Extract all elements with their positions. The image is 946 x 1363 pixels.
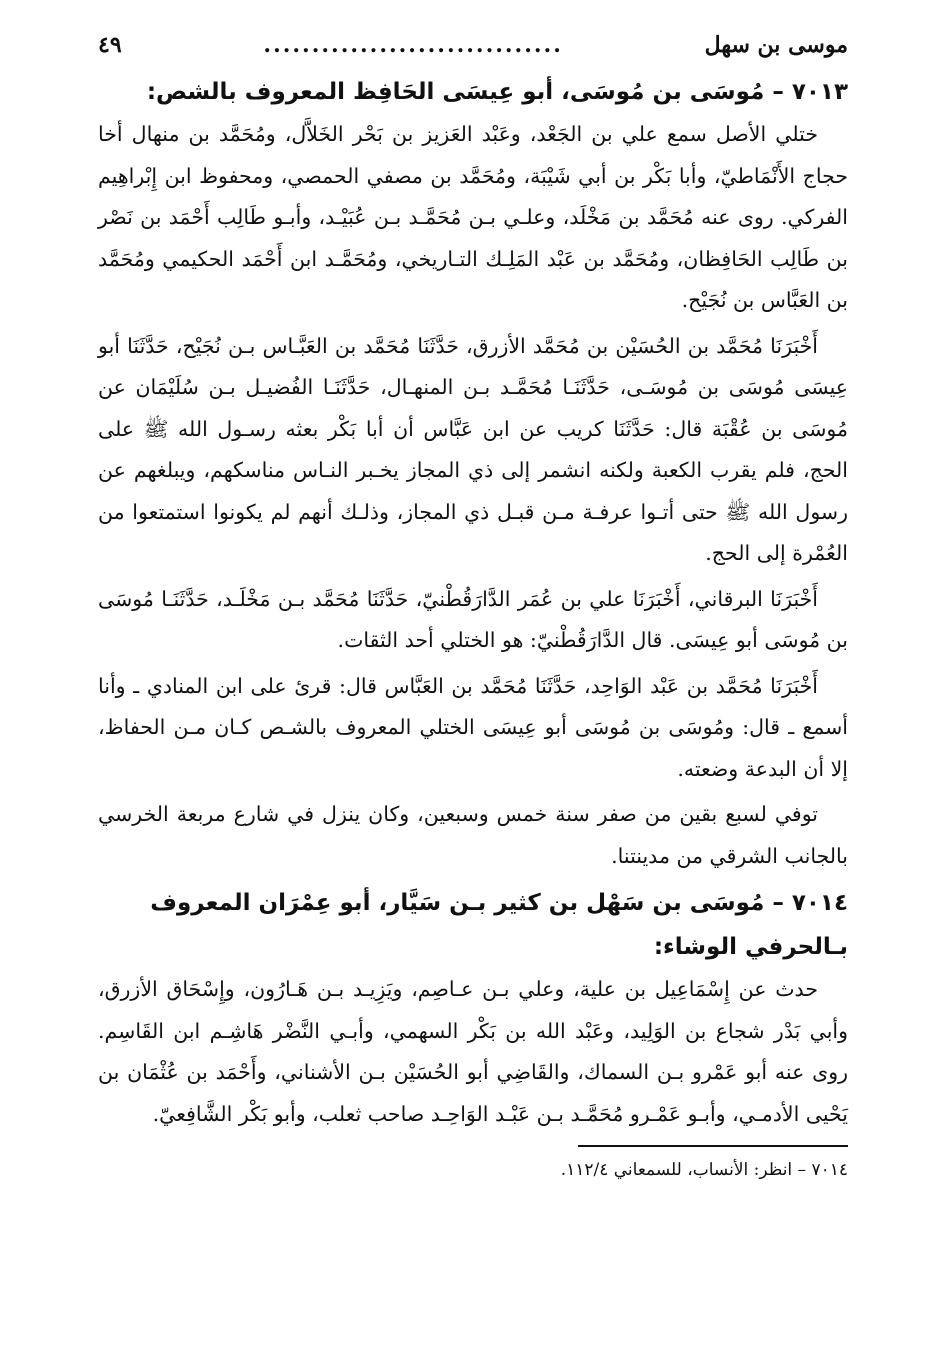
running-title: موسى بن سهل xyxy=(704,32,848,58)
entry-paragraph: ختلي الأصل سمع علي بن الجَعْد، وعَبْد العَزيز بن بَحْر الخَلاَّل، ومُحَمَّد بن منهال أخا حجاج الأَنْمَاطيّ، وأبا بَكْر بن أبي شَيْبَة، ومُحَمَّد بن مصفي الحمصي، ومحفوظ ابن إِبْراهِيم الفركي. روى عنه مُحَمَّد بن مَخْلَد، وعلـي بـن مُحَمَّـد بـن عُبَيْـد، وأبـو طَالِب أَحْمَد بن نَصْر بن طَالِب الحَافِظان، ومُحَمَّد بن عَبْد المَلِـك التـاريخي، ومُحَمَّـد ابن أَحْمَد الحكيمي ومُحَمَّد بن العَبَّاس بن نُجَيْح. xyxy=(98,122,848,312)
entry-paragraph: أَخْبَرَنَا مُحَمَّد بن الحُسَيْن بن مُحَمَّد الأزرق، حَدَّثَنَا مُحَمَّد بن العَبَّـاس بـن نُجَيْح، حَدَّثَنَا أبو عِيسَى مُوسَى بن مُوسَـى، حَدَّثَنَـا مُحَمَّـد بـن المنهـال، حَدَّثَنَـا الفُضيـل بـن سُلَيْمَان عن مُوسَى بن عُقْبَة قال: حَدَّثَنَا كريب عن ابن عَبَّاس أن أبا بَكْر بعثه رسـول الله ﷺ على الحج، فلم يقرب الكعبة ولكنه انشمر إلى ذي المجاز يخـبر النـاس مناسكهم، ويبلغهم عن رسول الله ﷺ حتى أتـوا عرفـة مـن قبـل ذي المجاز، وذلـك أنهم لم يكونوا استمتعوا من العُمْرة إلى الحج. xyxy=(98,333,848,565)
entry-7013 xyxy=(98,70,848,877)
entry-paragraph: أَخْبَرَنَا مُحَمَّد بن عَبْد الوَاحِد، حَدَّثَنَا مُحَمَّد بن العَبَّاس قال: قرئ على ابن المنادي ـ وأنا أسمع ـ قال: ومُوسَى بن مُوسَى أبو عِيسَى الختلي المعروف بالشـص كـان مـن الحفاظ، إلا أن البدعة وضعته. xyxy=(98,673,848,781)
running-header xyxy=(98,28,848,68)
entry-7014 xyxy=(98,881,848,1135)
entry-paragraph: حدث عن إِسْمَاعِيل بن علية، وعلي بـن عـاصِم، ويَزِيـد بـن هَـارُون، وإِسْحَاق الأزرق، وأبي بَدْر شجاع بن الوَلِيد، وعَبْد الله بن بَكْر السهمي، وأبـي النَّضْر هَاشِـم ابن القَاسِم. روى عنه أبو عَمْرو بـن السماك، والقَاضِي أبو الحُسَيْن بـن الأشناني، وأَحْمَد بن عُثْمَان بن يَحْيى الأدمـي، وأبـو عَمْـرو مُحَمَّـد بـن عَبْـد الوَاحِـد صاحب ثعلب، وأبو بَكْر الشَّافِعيّ. xyxy=(98,977,848,1126)
footnote: ٧٠١٤ – انظر: الأنساب، للسمعاني ١١٢/٤. xyxy=(560,1160,848,1180)
footnote-separator xyxy=(578,1145,848,1147)
header-dot-leader: ............................... xyxy=(263,32,563,58)
entry-heading: ٧٠١٣ – مُوسَى بن مُوسَى، أبو عِيسَى الحَافِظ المعروف بالشص: xyxy=(146,79,848,105)
entry-paragraph: توفي لسبع بقين من صفر سنة خمس وسبعين، وكان ينزل في شارع مربعة الخرسي بالجانب الشرقي من مدينتنا. xyxy=(98,802,848,868)
entry-paragraph: أَخْبَرَنَا البرقاني، أَخْبَرَنَا علي بن عُمَر الدَّارَقُطْنيّ، حَدَّثَنَا مُحَمَّد بـن مَخْلَـد، حَدَّثَنَـا مُوسَى بن مُوسَى أبو عِيسَى. قال الدَّارَقُطْنيّ: هو الختلي أحد الثقات. xyxy=(98,586,848,652)
page-number: ٤٩ xyxy=(98,32,122,58)
entry-heading: ٧٠١٤ – مُوسَى بن سَهْل بن كثير بـن سَيَّار، أبو عِمْرَان المعروف بـالحرفي الوشاء: xyxy=(150,890,848,960)
